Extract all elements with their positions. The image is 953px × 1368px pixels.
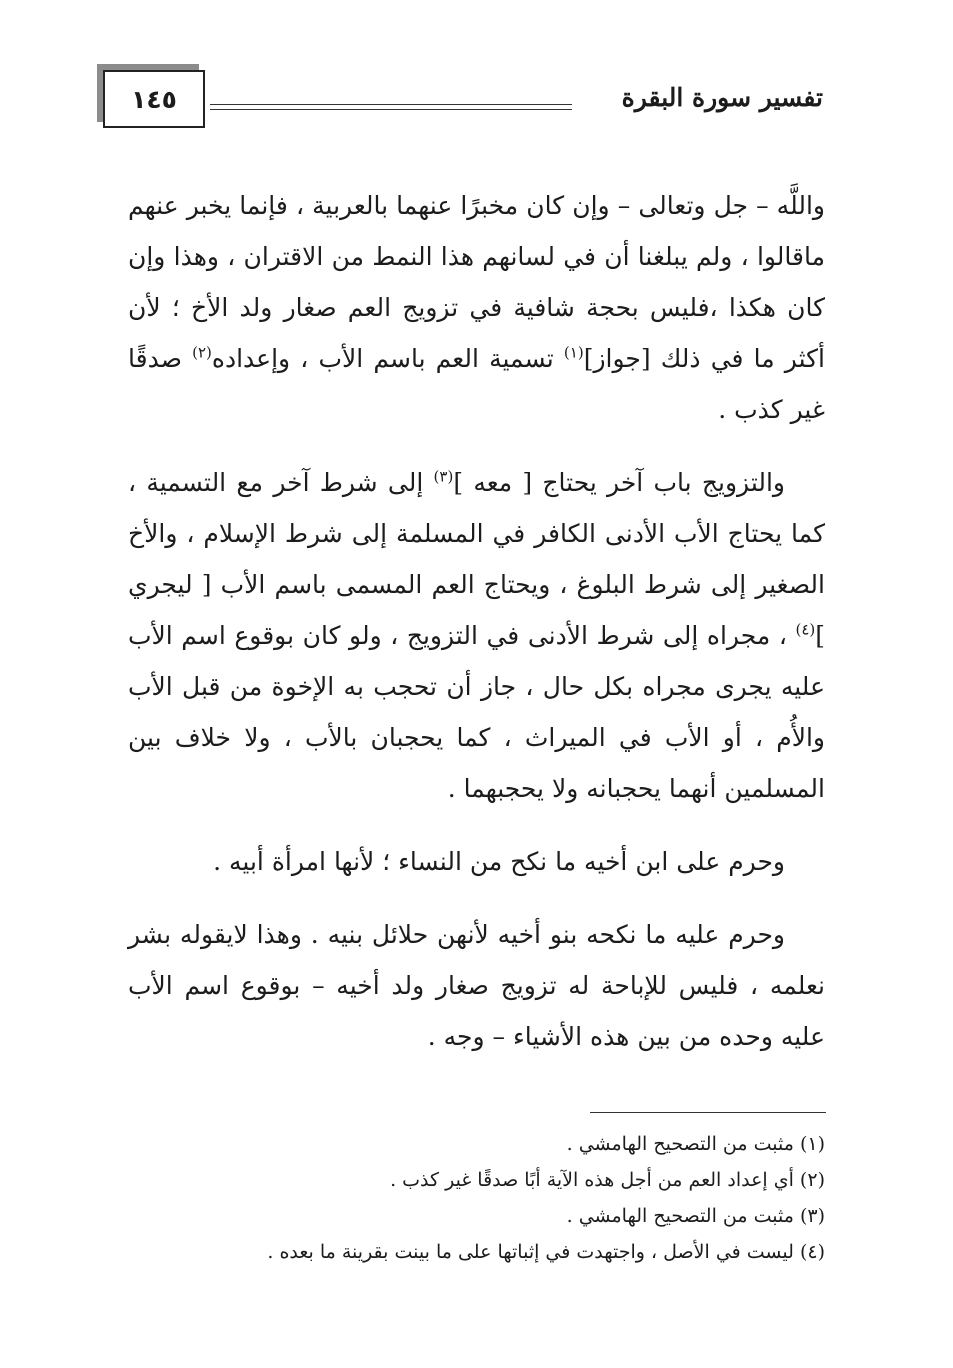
paragraph-3: وحرم على ابن أخيه ما نكح من النساء ؛ لأنها امرأة أبيه . — [213, 847, 785, 876]
paragraph-1-text-mid: تسمية العم باسم الأب ، وإعداده — [211, 344, 564, 373]
page-number-box — [103, 70, 205, 128]
footnote-2: (٢) أي إعداد العم من أجل هذه الآية أبًا صدقًا غير كذب . — [390, 1169, 825, 1191]
page-number: ١٤٥ — [131, 84, 177, 114]
header-rule — [210, 104, 572, 105]
footnote-separator — [590, 1112, 826, 1113]
main-text — [128, 180, 825, 1062]
paragraph-1 — [128, 180, 825, 435]
footnote-ref-4: (٤) — [795, 620, 816, 639]
paragraph-2-text-b: إلى شرط آخر مع التسمية ، كما يحتاج الأب الأدنى الكافر في المسلمة إلى شرط الإسلام ، والأخ الصغير إلى شرط البلوغ ، ويحتاج العم المسمى باسم الأب [ ليجري ] — [128, 468, 825, 650]
paragraph-2-text-a: والتزويج باب آخر يحتاج [ معه ] — [453, 468, 786, 497]
paragraph-2-text-c: ، مجراه إلى شرط الأدنى في التزويج ، ولو كان بوقوع اسم الأب عليه يجرى مجراه بكل حال ، جاز أن تحجب به الإخوة من قبل الأب والأُم ، أو الأب في الميراث ، كما يحجبان بالأب ، ولا خلاف بين المسلمين أنهما يحجبانه ولا يحجبهما . — [128, 621, 825, 803]
paragraph-4: وحرم عليه ما نكحه بنو أخيه لأنهن حلائل بنيه . وهذا لايقوله بشر نعلمه ، فليس للإباحة له تزويج صغار ولد أخيه – بوقوع اسم الأب عليه وحده من بين هذه الأشياء – وجه . — [128, 920, 825, 1051]
footnote-1: (١) مثبت من التصحيح الهامشي . — [566, 1133, 825, 1155]
header-rule-double — [210, 109, 572, 110]
footnote-ref-2: (٢) — [192, 343, 212, 362]
running-title: تفسير سورة البقرة — [621, 83, 823, 112]
footnote-ref-3: (٣) — [433, 467, 454, 486]
footnote-4: (٤) ليست في الأصل ، واجتهدت في إثباتها على ما بينت بقرينة ما بعده . — [267, 1241, 825, 1263]
paragraph-1-text: واللَّه – جل وتعالى – وإن كان مخبرًا عنهما بالعربية ، فإنما يخبر عنهم ماقالوا ، ولم يبلغنا أن في لسانهم هذا النمط من الاقتران ، وهذا وإن كان هكذا ،فليس بحجة شافية في تزويج العم صغار ولد الأخ ؛ لأن أكثر ما في ذلك [جواز] — [128, 191, 825, 373]
footnote-3: (٣) مثبت من التصحيح الهامشي . — [566, 1205, 825, 1227]
paragraph-2 — [128, 457, 825, 814]
footnotes — [128, 1126, 825, 1270]
footnote-ref-1: (١) — [563, 343, 584, 362]
paragraph-1-text-end: صدقًا غير كذب . — [128, 344, 825, 424]
